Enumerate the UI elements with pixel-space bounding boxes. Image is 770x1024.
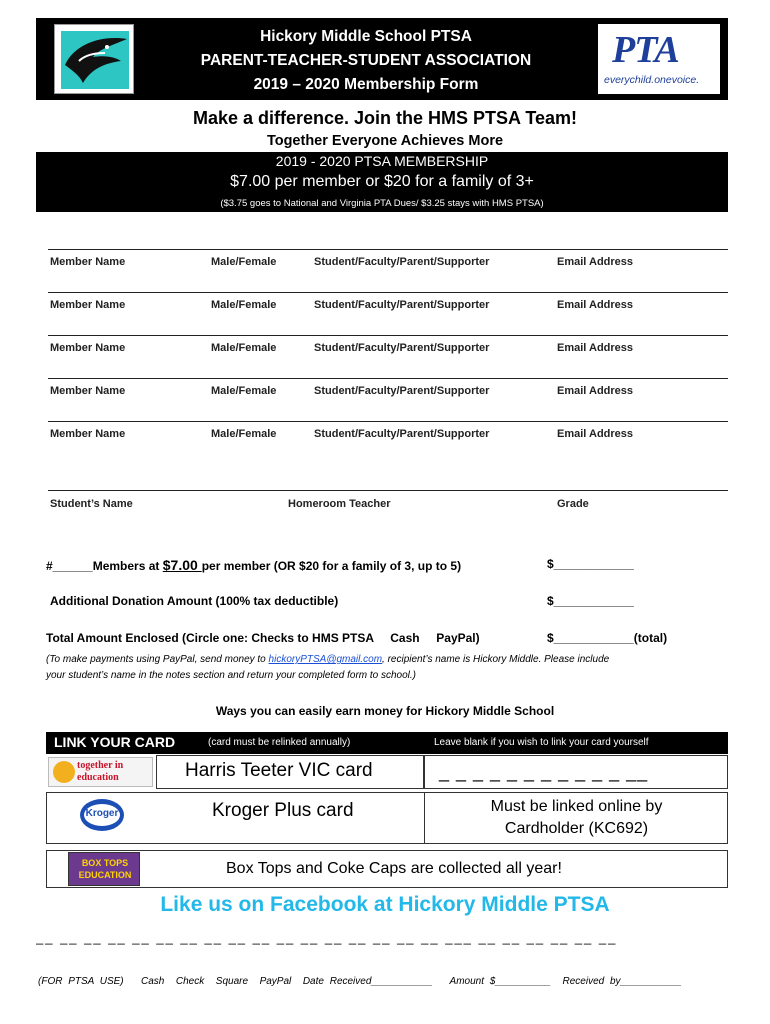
slogan: Make a difference. Join the HMS PTSA Team! <box>192 108 578 128</box>
box-tops-logo <box>68 852 140 886</box>
hawk-mascot-icon <box>55 25 135 95</box>
gender-label: Male/Female <box>211 299 277 311</box>
link-card-title: LINK YOUR CARD <box>54 734 176 750</box>
link-card-subtitle: (card must be relinked annually) <box>208 737 351 748</box>
form-title: 2019 – 2020 Membership Form <box>253 76 479 93</box>
member-name-label: Member Name <box>50 385 126 397</box>
together-education-text: together in education <box>77 760 124 783</box>
role-label: Student/Faculty/Parent/Supporter <box>314 256 490 268</box>
member-entry-field[interactable] <box>48 378 728 379</box>
harris-teeter-label: Harris Teeter VIC card <box>185 760 373 781</box>
member-entry-field[interactable] <box>48 335 728 336</box>
role-label: Student/Faculty/Parent/Supporter <box>314 428 490 440</box>
pta-logo <box>598 24 720 94</box>
membership-banner <box>36 152 728 212</box>
paypal-note-line2: your student’s name in the notes section and return your completed form to school.) <box>46 670 417 681</box>
donation-label: Additional Donation Amount (100% tax deductible) <box>50 594 339 608</box>
link-card-bar <box>46 732 728 754</box>
together-in-education-logo <box>48 757 153 787</box>
member-name-label: Member Name <box>50 256 126 268</box>
gender-label: Male/Female <box>211 385 277 397</box>
total-label: Total Amount Enclosed (Circle one: Checks to HMS PTSA Cash PayPal) <box>46 631 480 645</box>
harris-teeter-blank: _ _ _ _ _ _ _ _ _ _ _ __ <box>439 762 649 782</box>
team-motto: Together Everyone Achieves More <box>266 133 504 149</box>
pta-tagline: everychild.onevoice. <box>604 74 700 86</box>
email-label: Email Address <box>557 299 634 311</box>
members-price: $7.00 <box>162 557 202 573</box>
donation-amount-field[interactable]: $____________ <box>547 594 634 608</box>
paypal-email-link[interactable]: hickoryPTSA@gmail.com <box>268 654 383 665</box>
pta-logo-text: PTA <box>612 29 679 71</box>
cut-line: __ __ __ __ __ __ __ __ __ __ __ __ __ __ __ __ __ ___ __ __ __ __ __ __ <box>36 930 618 945</box>
student-info-field[interactable] <box>48 490 728 491</box>
school-mascot-logo <box>54 24 134 94</box>
total-amount-field[interactable]: $____________(total) <box>547 631 668 645</box>
members-count-prefix: #______Members at <box>46 559 163 573</box>
link-card-note: Leave blank if you wish to link your card yourself <box>434 737 649 748</box>
student-name-label: Student’s Name <box>50 498 133 510</box>
member-name-label: Member Name <box>50 342 126 354</box>
member-entry-field[interactable] <box>48 249 728 250</box>
member-name-label: Member Name <box>50 299 126 311</box>
grade-label: Grade <box>557 498 589 510</box>
ways-title: Ways you can easily earn money for Hickory Middle School <box>215 704 555 718</box>
role-label: Student/Faculty/Parent/Supporter <box>314 385 490 397</box>
email-label: Email Address <box>557 428 634 440</box>
homeroom-teacher-label: Homeroom Teacher <box>288 498 391 510</box>
association-name: PARENT-TEACHER-STUDENT ASSOCIATION <box>200 52 532 69</box>
membership-year: 2019 - 2020 PTSA MEMBERSHIP <box>275 153 489 169</box>
members-count-suffix: per member (OR $20 for a family of 3, up to 5) <box>201 559 462 573</box>
email-label: Email Address <box>557 342 634 354</box>
paypal-note-start: (To make payments using PayPal, send money to <box>46 654 269 665</box>
hand-icon <box>53 761 75 783</box>
member-entry-field[interactable] <box>48 421 728 422</box>
email-label: Email Address <box>557 385 634 397</box>
member-name-label: Member Name <box>50 428 126 440</box>
box-tops-logo-text: BOX TOPS EDUCATION <box>78 858 132 880</box>
member-entry-field[interactable] <box>48 292 728 293</box>
paypal-note <box>46 652 726 684</box>
harris-teeter-number-field[interactable] <box>424 755 728 789</box>
email-label: Email Address <box>557 256 634 268</box>
role-label: Student/Faculty/Parent/Supporter <box>314 342 490 354</box>
box-tops-text: Box Tops and Coke Caps are collected all year! <box>226 860 562 877</box>
membership-price: $7.00 per member or $20 for a family of 3+ <box>230 173 534 190</box>
kroger-note-line2: Cardholder (KC692) <box>504 820 649 837</box>
kroger-note-line1: Must be linked online by <box>490 798 663 815</box>
gender-label: Male/Female <box>211 428 277 440</box>
ptsa-use-footer: (FOR PTSA USE) Cash Check Square PayPal Date Received___________ Amount $__________ Received by___________ <box>38 976 682 987</box>
school-name: Hickory Middle School PTSA <box>260 28 472 45</box>
header-banner <box>36 18 728 100</box>
paypal-note-end: , recipient’s name is Hickory Middle. Please include <box>382 654 610 665</box>
harris-teeter-card-box <box>156 755 424 789</box>
kroger-logo-text: Kroger <box>85 808 119 819</box>
role-label: Student/Faculty/Parent/Supporter <box>314 299 490 311</box>
gender-label: Male/Female <box>211 342 277 354</box>
dues-breakdown: ($3.75 goes to National and Virginia PTA Dues/ $3.25 stays with HMS PTSA) <box>220 198 544 209</box>
facebook-callout[interactable]: Like us on Facebook at Hickory Middle PTSA <box>160 893 610 916</box>
kroger-note-box <box>424 792 728 844</box>
kroger-label: Kroger Plus card <box>212 800 354 821</box>
members-amount-field[interactable]: $____________ <box>547 557 634 571</box>
gender-label: Male/Female <box>211 256 277 268</box>
members-count-line <box>46 557 461 573</box>
